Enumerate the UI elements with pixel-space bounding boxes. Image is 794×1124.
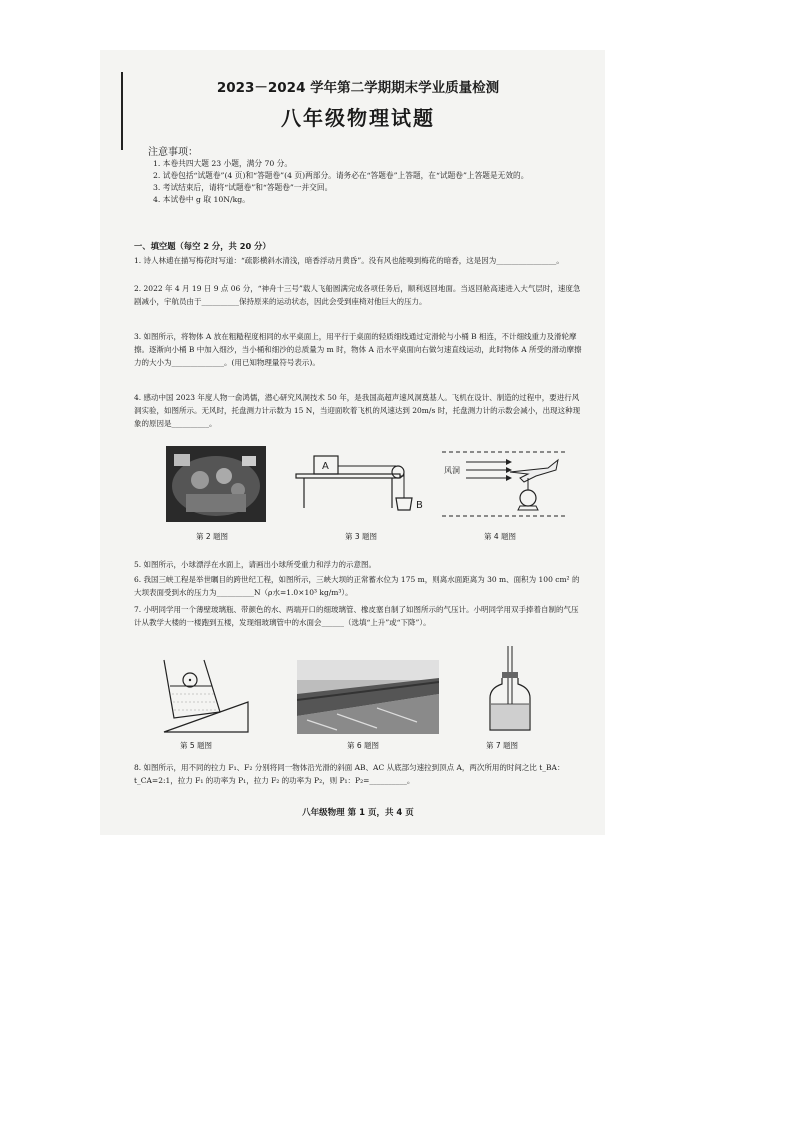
figure-3-caption: 第 3 题图: [345, 532, 378, 541]
notes-list: [153, 158, 585, 206]
question-5: 5. 如图所示，小球漂浮在水面上，请画出小球所受重力和浮力的示意图。: [134, 560, 377, 569]
exam-title: 八年级物理试题: [281, 106, 435, 130]
question-3: 3. 如图所示，将物体 A 放在粗糙程度相同的水平桌面上，用平行于桌面的轻质细线通过定滑轮与小桶 B 相连，不计细线重力及滑轮摩擦。逐渐向小桶 B 中加入细沙，当小桶和细沙的总质量为 m 时，物体 A 沿水平桌面向右做匀速直线运动，此时物体 A 所受的滑动摩擦力的大小为______________。(用已知物理量符号表示)。: [134, 332, 582, 367]
question-1: 1. 诗人林逋在描写梅花时写道：“疏影横斜水清浅，暗香浮动月黄昏”。没有风也能嗅到梅花的暗香，这是因为________________。: [134, 256, 564, 265]
pulley-diagram: [292, 446, 432, 520]
figure-4-caption: 第 4 题图: [484, 532, 517, 541]
rubber-stopper: [502, 672, 518, 678]
barometer-bottle-diagram: [484, 644, 536, 734]
question-6: 6. 我国三峡工程是举世瞩目的跨世纪工程，如图所示，三峡大坝的正常蓄水位为 175 m，则离水面距离为 30 m、面积为 100 cm² 的大坝表面受到水的压力为__________N（ρ水=1.0×10³ kg/m³）。: [134, 575, 580, 597]
note-item: 4. 本试卷中 g 取 10N/kg。: [153, 195, 250, 204]
figure-7-caption: 第 7 题图: [486, 741, 519, 750]
figure-4-diagram: [440, 448, 570, 522]
note-item: 3. 考试结束后，请将“试题卷”和“答题卷”一并交回。: [153, 183, 333, 192]
label-b: B: [416, 500, 423, 511]
label-a: A: [322, 461, 329, 472]
binding-margin-line: [121, 72, 123, 150]
dam-photo: [297, 660, 439, 734]
figure-5-diagram: [160, 656, 252, 734]
bucket-b: [396, 498, 412, 510]
figure-6-caption: 第 6 题图: [347, 741, 380, 750]
astronaut-photo: [166, 446, 266, 522]
wind-tunnel-diagram: [440, 448, 570, 522]
figure-2-caption: 第 2 题图: [196, 532, 229, 541]
figure-2-photo: [166, 446, 266, 522]
note-item: 2. 试卷包括“试题卷”(4 页)和“答题卷”(4 页)两部分。请务必在“答题卷”上答题，在“试题卷”上答题是无效的。: [153, 171, 529, 180]
wind-tunnel-label: 风洞: [444, 466, 460, 475]
airplane-icon: [510, 460, 558, 482]
question-4: 4. 感动中国 2023 年度人物一俞鸿儒，潜心研究风洞技术 50 年，是我国高超声速风洞奠基人。飞机在设计、制造的过程中，要进行风洞实验，如图所示。无风时，托盘测力计示数为 15 N，当迎面吹着飞机的风速达到 20m/s 时，托盘测力计的示数会减小，出现这种现象的原因是__________。: [134, 393, 581, 428]
floating-ball-diagram: [160, 656, 252, 734]
figure-5-caption: 第 5 题图: [180, 741, 213, 750]
page-footer: 八年级物理 第 1 页，共 4 页: [302, 808, 414, 818]
question-7: 7. 小明同学用一个薄壁玻璃瓶、带颜色的水、两端开口的细玻璃管、橡皮塞自制了如图所示的气压计。小明同学用双手捧着自制的气压计从教学大楼的一楼跑到五楼，发现细玻璃管中的水面会______（选填“上升”或“下降”）。: [134, 605, 579, 627]
question-8: 8. 如图所示，用不同的拉力 F₁、F₂ 分别将同一物体沿光滑的斜面 AB、AC 从底部匀速拉到顶点 A，两次所用的时间之比 t_BA：t_CA=2:1，拉力 F₁ 的功率为 P₁，拉力 F₂ 的功率为 P₂，则 P₁：P₂=__________。: [134, 763, 565, 785]
figure-7-diagram: [484, 644, 536, 734]
note-item: 1. 本卷共四大题 23 小题，满分 70 分。: [153, 159, 293, 168]
notes-title: 注意事项：: [148, 147, 198, 158]
exam-subtitle: 2023－2024 学年第二学期期末学业质量检测: [216, 80, 500, 96]
figure-3-diagram: [292, 446, 432, 520]
question-2: 2. 2022 年 4 月 19 日 9 点 06 分，“神舟十三号”载人飞船圆满完成各项任务后，顺利返回地面。当返回舱高速进入大气层时，速度急剧减小，宇航员由于__________保持原来的运动状态，因此会受到座椅对他巨大的压力。: [134, 284, 581, 306]
figure-6-photo: [297, 660, 439, 734]
scale-icon: [520, 490, 536, 506]
section-heading: 一、填空题（每空 2 分，共 20 分）: [134, 241, 271, 251]
